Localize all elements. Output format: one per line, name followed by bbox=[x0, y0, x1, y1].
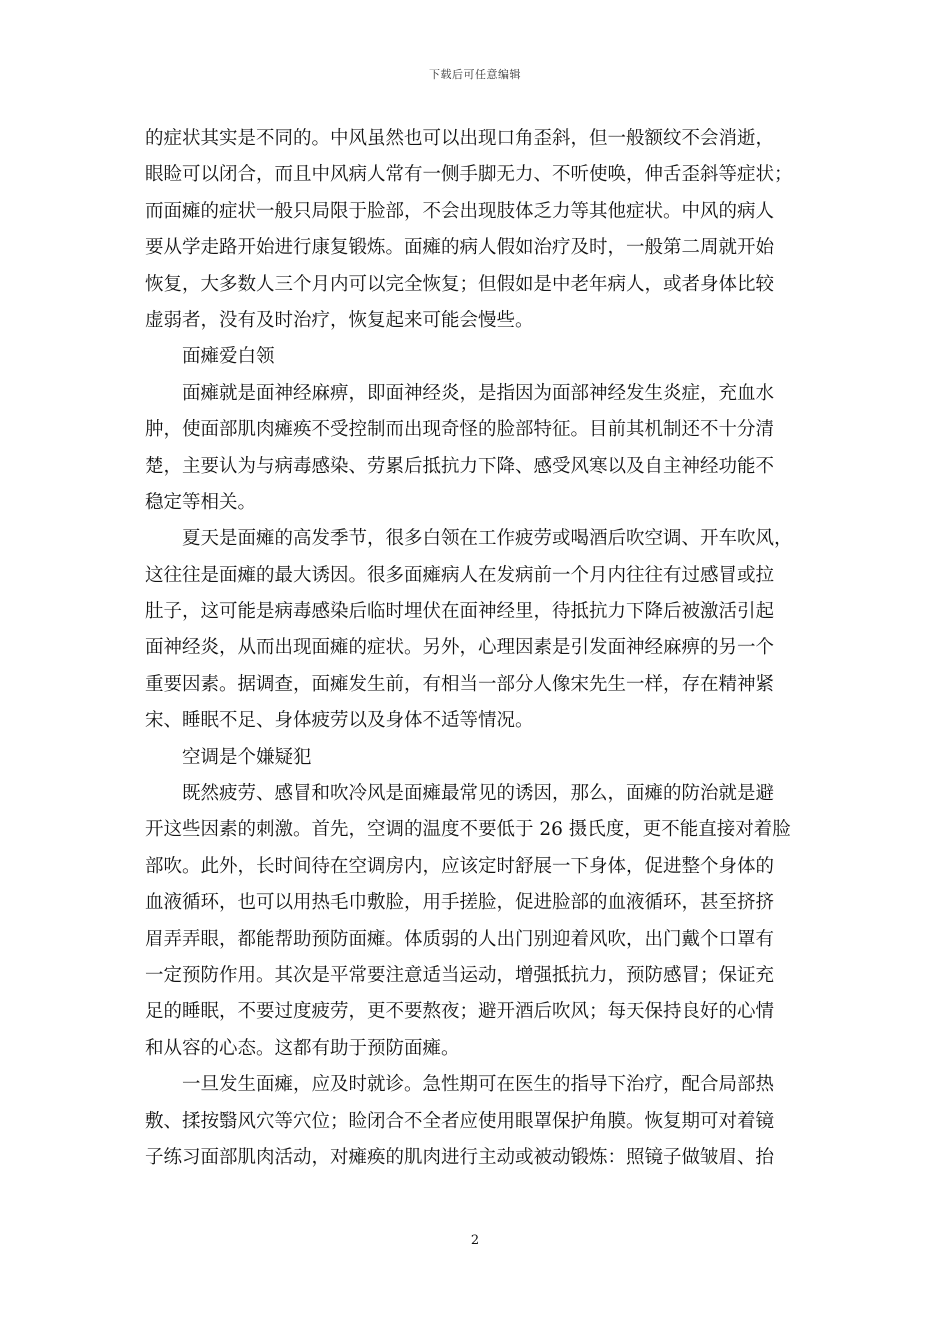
body-line: 和从容的心态。这都有助于预防面瘫。 bbox=[145, 1037, 460, 1059]
body-line: 敷、揉按翳风穴等穴位；睑闭合不全者应使用眼罩保护角膜。恢复期可对着镜 bbox=[145, 1110, 775, 1132]
document-body bbox=[145, 121, 810, 1176]
body-line: 一定预防作用。其次是平常要注意适当运动，增强抵抗力，预防感冒；保证充 bbox=[145, 964, 775, 986]
body-line: 的症状其实是不同的。中风虽然也可以出现口角歪斜，但一般额纹不会消逝， bbox=[145, 128, 775, 149]
body-line: 要从学走路开始进行康复锻炼。面瘫的病人假如治疗及时，一般第二周就开始 bbox=[145, 237, 775, 259]
body-line: 肚子，这可能是病毒感染后临时埋伏在面神经里，待抵抗力下降后被激活引起 bbox=[145, 601, 775, 623]
body-line: 一旦发生面瘫，应及时就诊。急性期可在医生的指导下治疗，配合局部热 bbox=[182, 1074, 775, 1096]
body-line: 宋、睡眠不足、身体疲劳以及身体不适等情况。 bbox=[145, 710, 534, 732]
section-heading: 空调是个嫌疑犯 bbox=[182, 746, 312, 768]
body-line: 重要因素。据调查，面瘫发生前，有相当一部分人像宋先生一样，存在精神紧 bbox=[145, 673, 775, 695]
body-line: 虚弱者，没有及时治疗，恢复起来可能会慢些。 bbox=[145, 309, 534, 331]
page-header: 下载后可任意编辑 bbox=[429, 68, 521, 81]
body-line: 稳定等相关。 bbox=[145, 491, 257, 513]
body-line: 子练习面部肌肉活动，对瘫痪的肌肉进行主动或被动锻炼：照镜子做皱眉、抬 bbox=[145, 1146, 775, 1168]
body-line: 夏天是面瘫的高发季节，很多白领在工作疲劳或喝酒后吹空调、开车吹风， bbox=[182, 528, 793, 550]
section-heading: 面瘫爱白领 bbox=[182, 346, 275, 368]
body-line: 既然疲劳、感冒和吹冷风是面瘫最常见的诱因，那么，面瘫的防治就是避 bbox=[182, 783, 775, 805]
body-line: 肿，使面部肌肉瘫痪不受控制而出现奇怪的脸部特征。目前其机制还不十分清 bbox=[145, 419, 775, 441]
body-line: 眼睑可以闭合，而且中风病人常有一侧手脚无力、不听使唤，伸舌歪斜等症状； bbox=[145, 164, 793, 186]
body-line: 面瘫就是面神经麻痹，即面神经炎，是指因为面部神经发生炎症，充血水 bbox=[182, 382, 775, 404]
body-line: 面神经炎，从而出现面瘫的症状。另外，心理因素是引发面神经麻痹的另一个 bbox=[145, 637, 775, 659]
body-line: 足的睡眠，不要过度疲劳，更不要熬夜；避开酒后吹风；每天保持良好的心情 bbox=[145, 1001, 775, 1023]
body-line: 部吹。此外，长时间待在空调房内，应该定时舒展一下身体，促进整个身体的 bbox=[145, 855, 775, 877]
body-line: 眉弄弄眼，都能帮助预防面瘫。体质弱的人出门别迎着风吹，出门戴个口罩有 bbox=[145, 928, 775, 950]
body-line: 血液循环，也可以用热毛巾敷脸，用手搓脸，促进脸部的血液循环，甚至挤挤 bbox=[145, 892, 775, 914]
page-number: 2 bbox=[470, 1233, 480, 1248]
body-line: 这往往是面瘫的最大诱因。很多面瘫病人在发病前一个月内往往有过感冒或拉 bbox=[145, 564, 775, 586]
body-line: 楚，主要认为与病毒感染、劳累后抵抗力下降、感受风寒以及自主神经功能不 bbox=[145, 455, 775, 477]
body-line: 恢复，大多数人三个月内可以完全恢复；但假如是中老年病人，或者身体比较 bbox=[145, 273, 775, 295]
body-line: 开这些因素的刺激。首先，空调的温度不要低于 26 摄氏度，更不能直接对着脸 bbox=[145, 819, 791, 841]
body-line: 而面瘫的症状一般只局限于脸部，不会出现肢体乏力等其他症状。中风的病人 bbox=[145, 200, 775, 222]
